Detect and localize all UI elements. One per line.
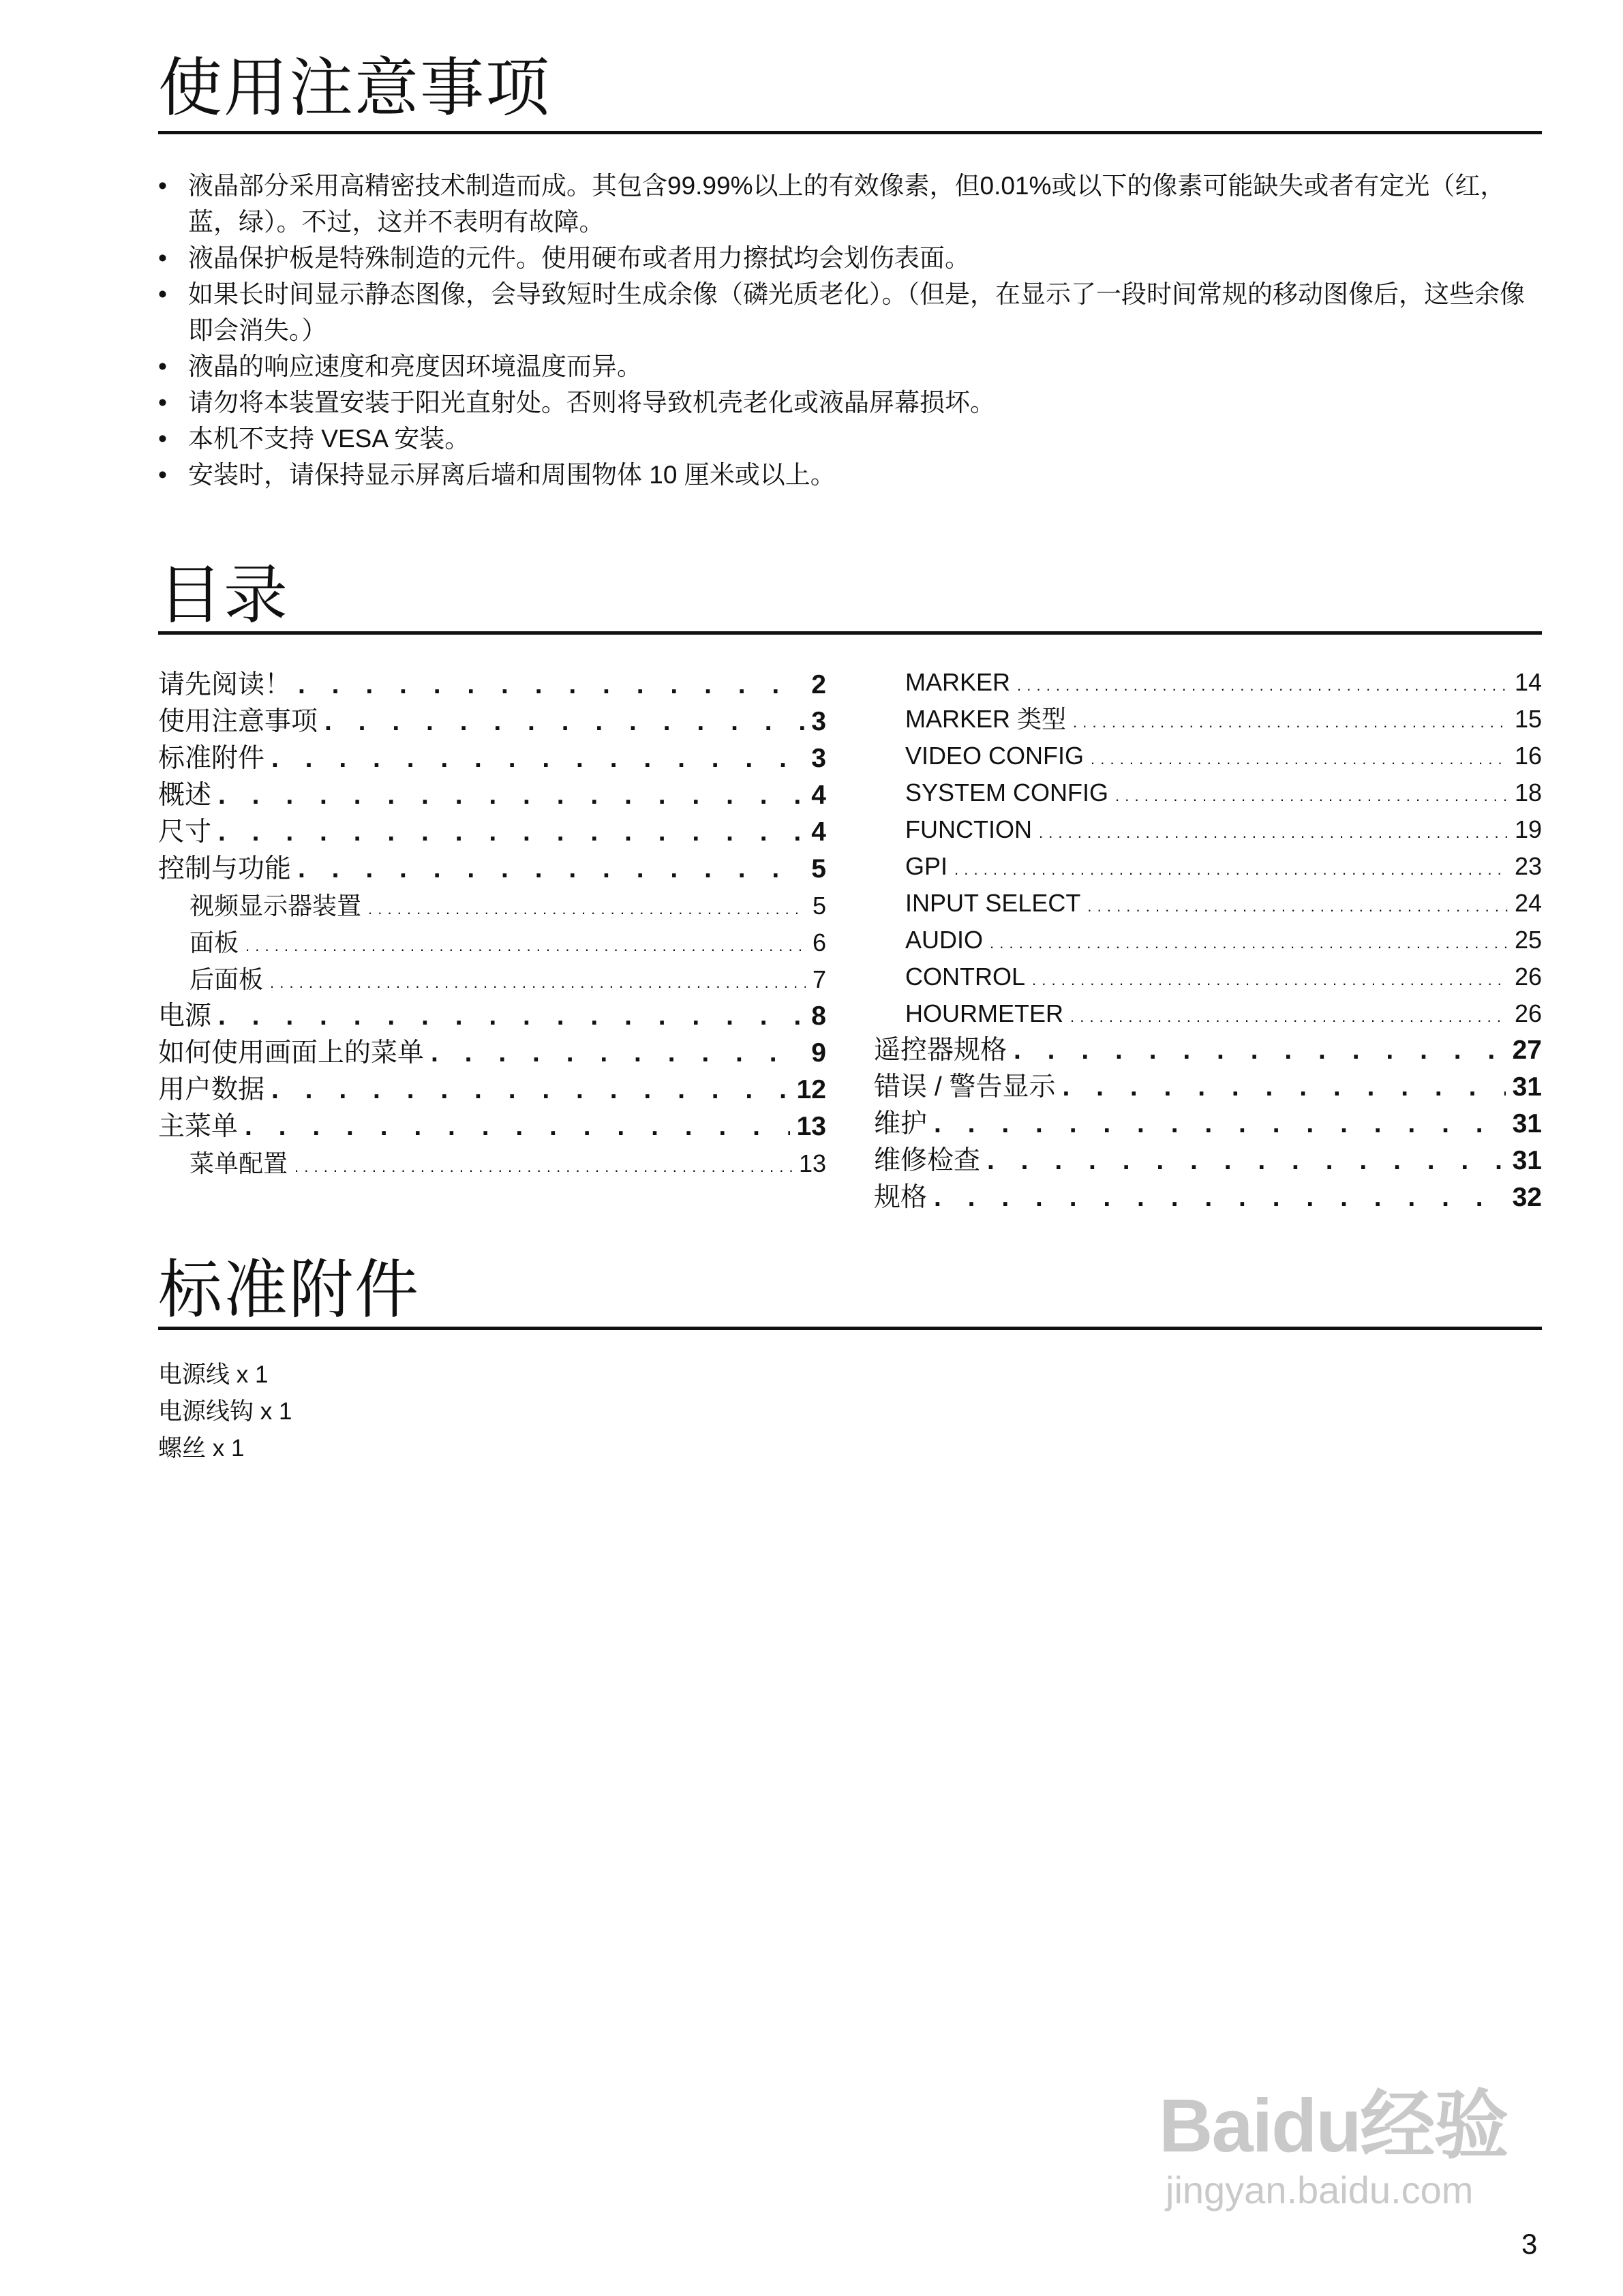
toc-entry-label: HOURMETER bbox=[905, 999, 1063, 1027]
toc-left-column bbox=[158, 667, 826, 1182]
toc-leader-dots bbox=[271, 740, 804, 777]
toc-leader-dots bbox=[218, 814, 804, 851]
toc-leader-dots bbox=[298, 667, 804, 704]
toc-divider bbox=[158, 631, 1542, 635]
toc-entry-page: 23 bbox=[1514, 852, 1542, 880]
toc-entry-label: 视频显示器装置 bbox=[189, 892, 362, 920]
toc-entry-label: 电源 bbox=[158, 1001, 212, 1031]
accessories-divider bbox=[158, 1327, 1542, 1330]
toc-entry-page: 15 bbox=[1514, 705, 1542, 733]
toc-leader-dots bbox=[245, 928, 806, 965]
toc-entry-label: 菜单配置 bbox=[189, 1149, 288, 1177]
watermark-brand: Baidu经验 bbox=[1159, 2084, 1508, 2168]
toc-entry[interactable] bbox=[874, 774, 1542, 811]
toc-leader-dots bbox=[298, 851, 804, 888]
toc-leader-dots bbox=[1087, 888, 1508, 925]
toc-leader-dots bbox=[270, 965, 806, 1001]
bullet: • bbox=[158, 389, 167, 417]
toc-entry-label: 遥控器规格 bbox=[874, 1036, 1007, 1065]
bullet: • bbox=[158, 352, 167, 380]
toc-entry[interactable] bbox=[874, 922, 1542, 958]
precautions-list bbox=[158, 168, 1545, 493]
precaution-item bbox=[158, 384, 1545, 421]
precaution-item bbox=[158, 421, 1545, 457]
toc-entry[interactable] bbox=[158, 704, 826, 740]
precaution-text: 本机不支持 VESA 安装。 bbox=[188, 425, 470, 453]
precaution-item bbox=[158, 348, 1545, 384]
toc-entry-label: SYSTEM CONFIG bbox=[905, 779, 1109, 806]
toc-leader-dots bbox=[1091, 741, 1508, 778]
toc-entry[interactable] bbox=[158, 888, 826, 924]
accessory-item: 电源线 x 1 bbox=[158, 1361, 269, 1388]
toc-entry[interactable] bbox=[158, 851, 826, 888]
toc-entry-label: 后面板 bbox=[189, 965, 264, 993]
toc-entry[interactable] bbox=[874, 885, 1542, 922]
toc-title: 目录 bbox=[158, 559, 290, 631]
toc-entry-page: 2 bbox=[811, 670, 826, 699]
toc-entry-page: 31 bbox=[1512, 1072, 1542, 1102]
toc-entry-label: MARKER bbox=[905, 668, 1011, 696]
toc-entry-page: 27 bbox=[1512, 1036, 1542, 1065]
toc-entry-page: 25 bbox=[1514, 926, 1542, 954]
toc-entry-label: VIDEO CONFIG bbox=[905, 742, 1084, 770]
toc-entry[interactable] bbox=[158, 961, 826, 998]
toc-entry-label: CONTROL bbox=[905, 963, 1026, 991]
precaution-item bbox=[158, 276, 1545, 348]
toc-entry-page: 13 bbox=[796, 1112, 826, 1141]
toc-entry-label: INPUT SELECT bbox=[905, 889, 1081, 917]
toc-leader-dots bbox=[294, 1149, 792, 1185]
toc-entry-page: 9 bbox=[811, 1038, 826, 1068]
toc-entry-label: 请先阅读！ bbox=[158, 670, 292, 699]
toc-entry[interactable] bbox=[874, 1179, 1542, 1216]
accessory-item: 螺丝 x 1 bbox=[158, 1435, 245, 1462]
toc-leader-dots bbox=[990, 925, 1508, 962]
toc-entry[interactable] bbox=[874, 958, 1542, 995]
toc-entry-page: 26 bbox=[1514, 999, 1542, 1027]
toc-leader-dots bbox=[368, 891, 806, 928]
toc-entry-page: 8 bbox=[811, 1001, 826, 1031]
toc-leader-dots bbox=[1014, 1032, 1506, 1069]
toc-entry-label: 控制与功能 bbox=[158, 854, 292, 883]
toc-leader-dots bbox=[987, 1143, 1506, 1179]
toc-entry[interactable] bbox=[158, 1035, 826, 1072]
bullet: • bbox=[158, 461, 167, 489]
precaution-text: 液晶部分采用高精密技术制造而成。其包含99.99%以上的有效像素，但0.01%或以下的像素可能缺失或者有定光（红，蓝，绿）。不过，这并不表明有故障。 bbox=[188, 172, 1506, 236]
baidu-watermark-logo bbox=[1159, 2066, 1541, 2243]
toc-entry[interactable] bbox=[874, 1069, 1542, 1106]
precautions-divider bbox=[158, 131, 1542, 134]
toc-entry-page: 19 bbox=[1514, 815, 1542, 843]
bullet: • bbox=[158, 425, 167, 453]
precaution-item bbox=[158, 457, 1545, 493]
toc-entry-label: 如何使用画面上的菜单 bbox=[158, 1038, 425, 1068]
toc-entry[interactable] bbox=[874, 811, 1542, 848]
toc-entry-label: 规格 bbox=[874, 1183, 928, 1212]
accessory-item: 电源线钩 x 1 bbox=[158, 1398, 292, 1425]
toc-right-column bbox=[874, 664, 1542, 1216]
toc-entry[interactable] bbox=[158, 1108, 826, 1145]
toc-entry-page: 6 bbox=[812, 928, 826, 956]
toc-leader-dots bbox=[1017, 667, 1508, 704]
toc-entry-label: 标准附件 bbox=[158, 744, 265, 773]
toc-leader-dots bbox=[934, 1106, 1506, 1143]
toc-entry-label: 面板 bbox=[189, 928, 239, 956]
precautions-title: 使用注意事项 bbox=[158, 52, 551, 123]
precaution-text: 液晶的响应速度和亮度因环境温度而异。 bbox=[188, 352, 642, 380]
toc-entry-page: 7 bbox=[812, 965, 826, 993]
toc-entry-page: 5 bbox=[811, 854, 826, 883]
toc-entry-label: 概述 bbox=[158, 781, 212, 810]
toc-entry-page: 4 bbox=[811, 781, 826, 810]
toc-entry[interactable] bbox=[874, 1032, 1542, 1069]
toc-entry[interactable] bbox=[874, 1106, 1542, 1143]
toc-entry-label: GPI bbox=[905, 852, 948, 880]
toc-entry-page: 16 bbox=[1514, 742, 1542, 770]
precaution-text: 液晶保护板是特殊制造的元件。使用硬布或者用力擦拭均会划伤表面。 bbox=[188, 244, 970, 272]
accessories-list bbox=[158, 1357, 292, 1467]
toc-entry[interactable] bbox=[158, 740, 826, 777]
toc-entry-label: MARKER 类型 bbox=[905, 705, 1067, 733]
toc-entry[interactable] bbox=[874, 1143, 1542, 1179]
toc-leader-dots bbox=[1115, 778, 1508, 815]
toc-entry-label: FUNCTION bbox=[905, 815, 1032, 843]
precaution-text: 安装时，请保持显示屏离后墙和周围物体 10 厘米或以上。 bbox=[188, 461, 836, 489]
toc-entry-page: 32 bbox=[1512, 1183, 1542, 1212]
toc-entry-page: 3 bbox=[811, 744, 826, 773]
toc-entry-label: 维护 bbox=[874, 1109, 928, 1138]
bullet: • bbox=[158, 244, 167, 272]
toc-leader-dots bbox=[324, 704, 804, 740]
toc-leader-dots bbox=[431, 1035, 804, 1072]
toc-entry-label: 尺寸 bbox=[158, 817, 212, 847]
toc-entry-page: 4 bbox=[811, 817, 826, 847]
toc-entry[interactable] bbox=[158, 777, 826, 814]
toc-entry[interactable] bbox=[158, 667, 826, 704]
toc-entry-label: 错误 / 警告显示 bbox=[874, 1072, 1056, 1102]
toc-leader-dots bbox=[218, 998, 804, 1035]
precaution-item bbox=[158, 168, 1545, 240]
toc-entry-label: 使用注意事项 bbox=[158, 707, 318, 736]
toc-entry-page: 26 bbox=[1514, 963, 1542, 991]
toc-leader-dots bbox=[1073, 704, 1508, 741]
toc-entry[interactable] bbox=[874, 848, 1542, 885]
toc-leader-dots bbox=[1070, 999, 1508, 1036]
precaution-text: 请勿将本装置安装于阳光直射处。否则将导致机壳老化或液晶屏幕损坏。 bbox=[188, 389, 995, 417]
toc-entry[interactable] bbox=[158, 924, 826, 961]
accessories-title: 标准附件 bbox=[158, 1254, 421, 1325]
bullet: • bbox=[158, 280, 167, 308]
toc-entry[interactable] bbox=[158, 814, 826, 851]
toc-leader-dots bbox=[1039, 815, 1508, 851]
toc-entry[interactable] bbox=[874, 701, 1542, 738]
toc-leader-dots bbox=[954, 851, 1508, 888]
page-number: 3 bbox=[1521, 2228, 1538, 2260]
bullet: • bbox=[158, 172, 167, 200]
toc-leader-dots bbox=[1032, 962, 1508, 999]
watermark-url: jingyan.baidu.com bbox=[1166, 2169, 1474, 2211]
toc-leader-dots bbox=[218, 777, 804, 814]
toc-entry[interactable] bbox=[874, 738, 1542, 774]
toc-leader-dots bbox=[1063, 1069, 1506, 1106]
toc-entry-label: AUDIO bbox=[905, 926, 984, 954]
toc-leader-dots bbox=[271, 1072, 790, 1108]
toc-entry-page: 3 bbox=[811, 707, 826, 736]
toc-entry[interactable] bbox=[874, 664, 1542, 701]
toc-entry-page: 14 bbox=[1514, 668, 1542, 696]
toc-entry-page: 24 bbox=[1514, 889, 1542, 917]
toc-entry-label: 维修检查 bbox=[874, 1146, 981, 1175]
toc-entry-page: 5 bbox=[812, 892, 826, 920]
toc-entry-page: 31 bbox=[1512, 1109, 1542, 1138]
precaution-text: 如果长时间显示静态图像，会导致短时生成余像（磷光质老化）。（但是，在显示了一段时间常规的移动图像后，这些余像即会消失。） bbox=[188, 280, 1525, 344]
toc-entry-label: 主菜单 bbox=[158, 1112, 239, 1141]
toc-entry-page: 12 bbox=[796, 1075, 826, 1104]
toc-entry[interactable] bbox=[158, 1072, 826, 1108]
toc-entry-page: 18 bbox=[1514, 779, 1542, 806]
toc-leader-dots bbox=[245, 1108, 790, 1145]
toc-entry[interactable] bbox=[158, 998, 826, 1035]
toc-entry-page: 13 bbox=[798, 1149, 826, 1177]
toc-entry-label: 用户数据 bbox=[158, 1075, 265, 1104]
toc-entry[interactable] bbox=[158, 1145, 826, 1182]
toc-leader-dots bbox=[934, 1179, 1506, 1216]
toc-entry-page: 31 bbox=[1512, 1146, 1542, 1175]
toc-entry[interactable] bbox=[874, 995, 1542, 1032]
precaution-item bbox=[158, 240, 1545, 276]
